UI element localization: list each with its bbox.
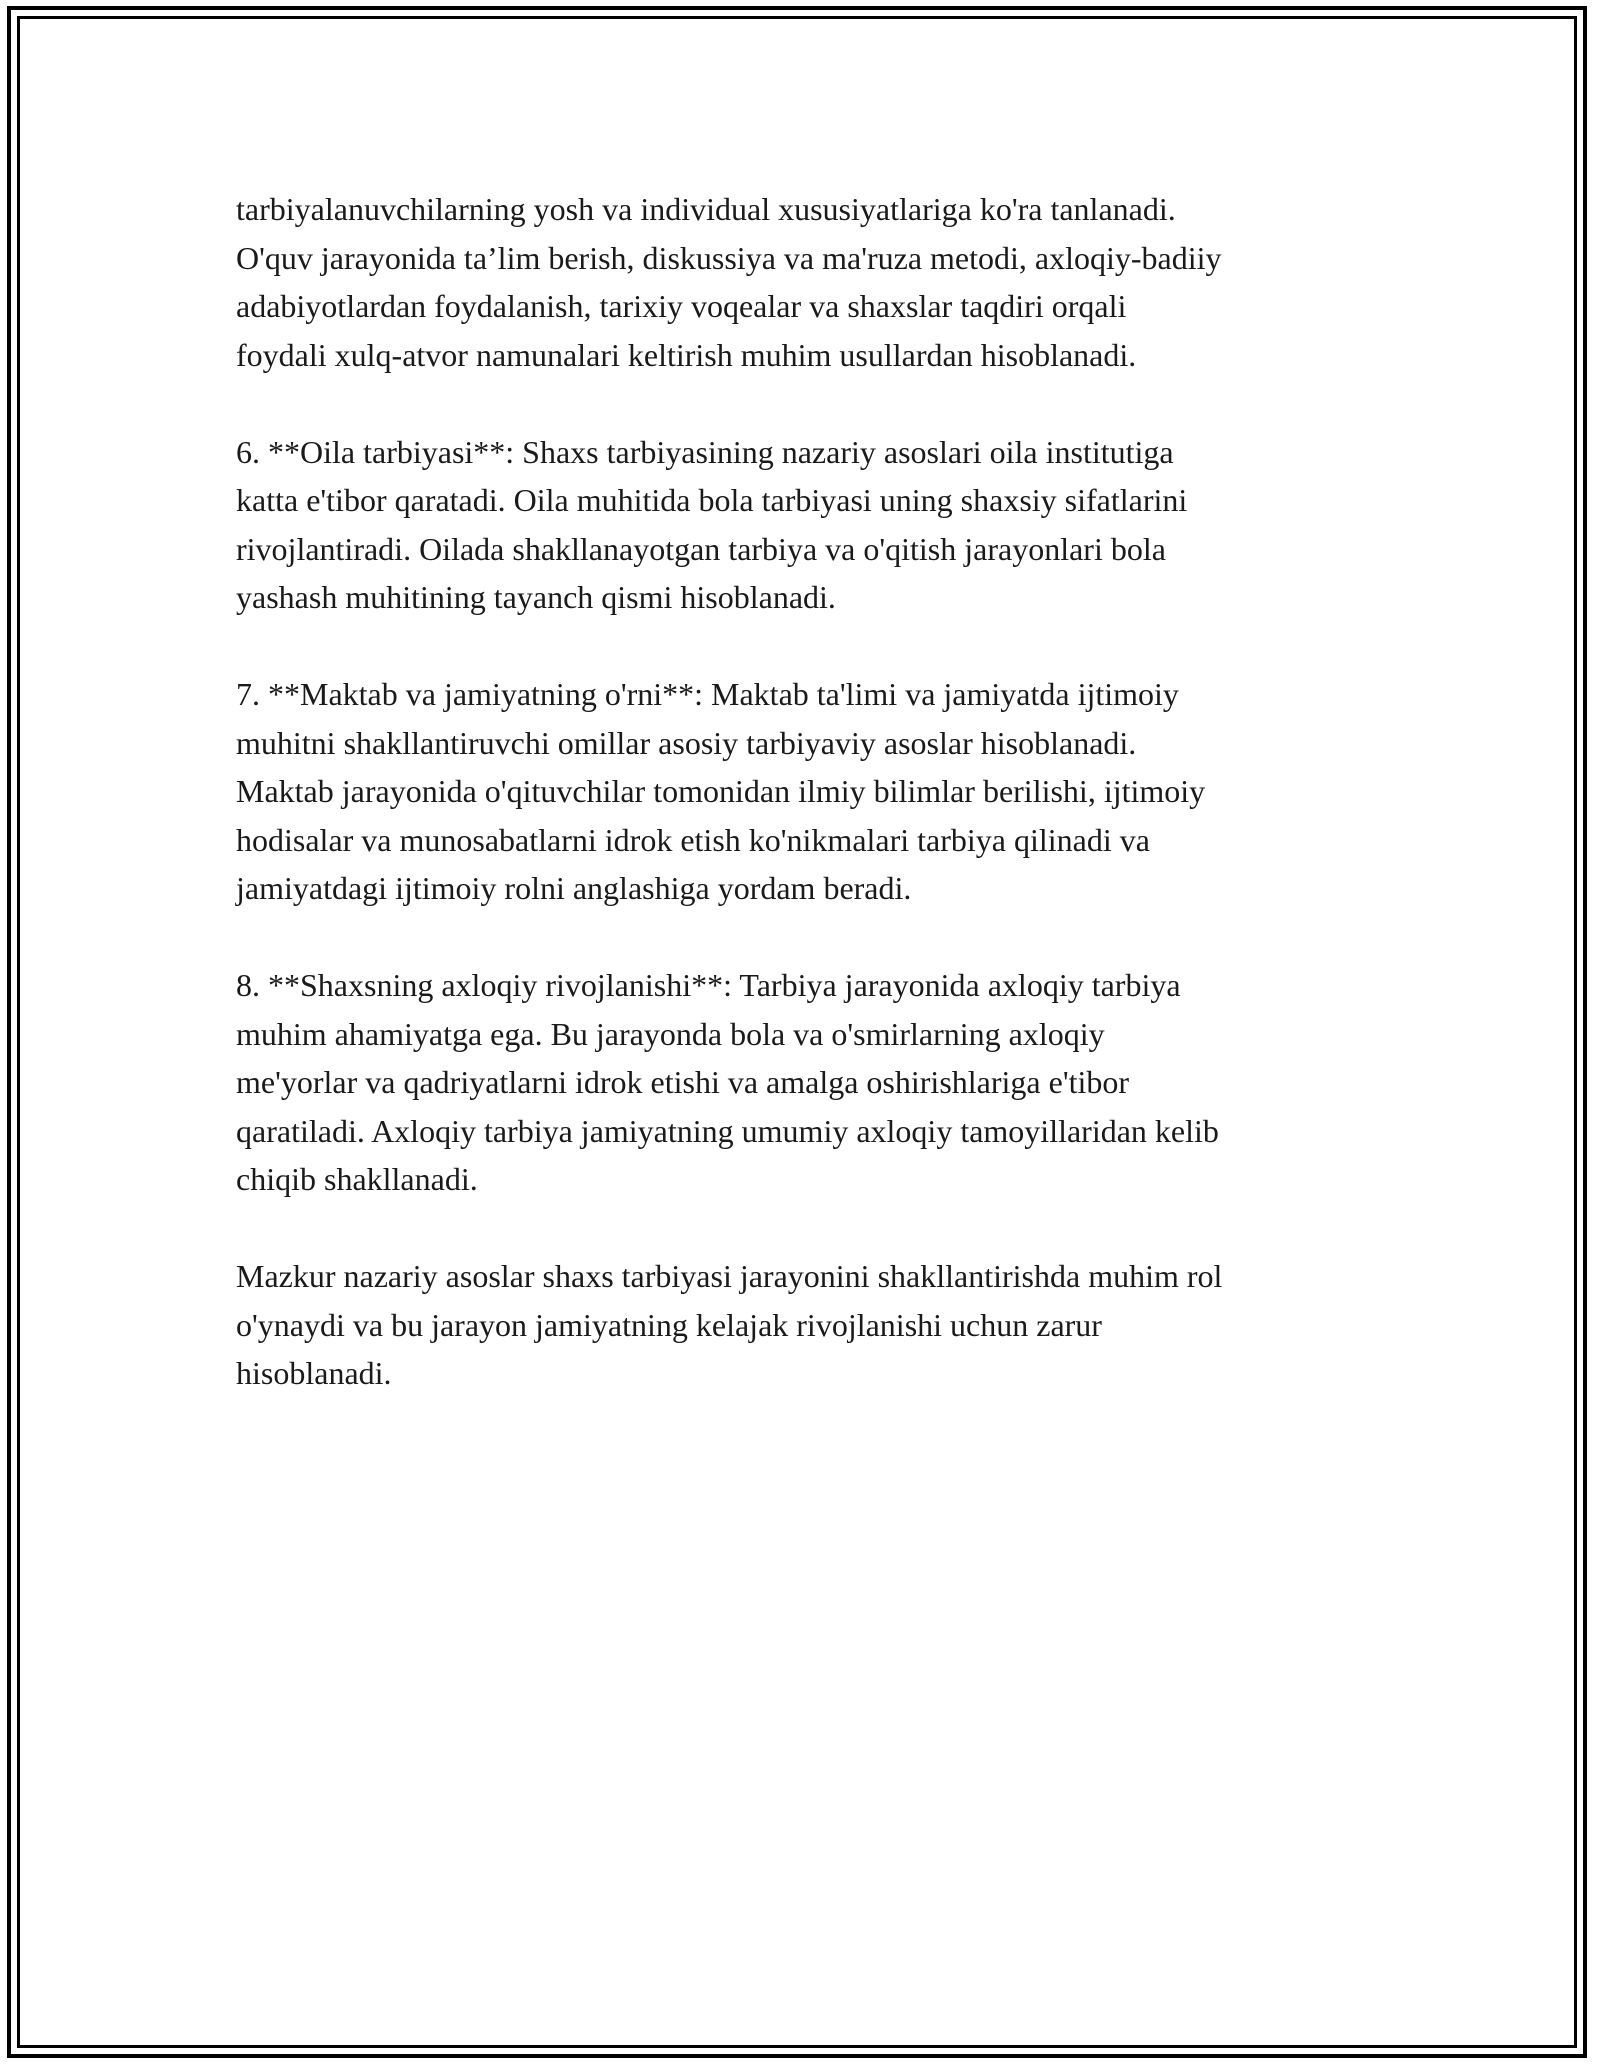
paragraph-conclusion: Mazkur nazariy asoslar shaxs tarbiyasi jarayonini shakllantirishda muhim rol o'ynaydi va bu jarayon jamiyatning kelajak rivojlanishi uchun zarur hisoblanadi.: [236, 1258, 1223, 1391]
paragraph-axloqiy-rivojlanish: 8. **Shaxsning axloqiy rivojlanishi**: Tarbiya jarayonida axloqiy tarbiya muhim ahamiyatga ega. Bu jarayonda bola va o'smirlarning axloqiy me'yorlar va qadriyatlarni idrok etishi va amalga oshirishlariga e'tibor qaratiladi. Axloqiy tarbiya jamiyatning umumiy axloqiy tamoyillaridan kelib chiqib shakllanadi.: [236, 967, 1219, 1197]
paragraph-maktab-jamiyat: 7. **Maktab va jamiyatning o'rni**: Maktab ta'limi va jamiyatda ijtimoiy muhitni shakllantiruvchi omillar asosiy tarbiyaviy asoslar hisoblanadi. Maktab jarayonida o'qituvchilar tomonidan ilmiy bilimlar berilishi, ijtimoiy hodisalar va munosabatlarni idrok etish ko'nikmalari tarbiya qilinadi va jamiyatdagi ijtimoiy rolni anglashiga yordam beradi.: [236, 676, 1206, 906]
document-body: [236, 185, 1396, 1446]
paragraph-oila-tarbiyasi: 6. **Oila tarbiyasi**: Shaxs tarbiyasining nazariy asoslari oila institutiga katta e'tibor qaratadi. Oila muhitida bola tarbiyasi uning shaxsiy sifatlarini rivojlantiradi. Oilada shakllanayotgan tarbiya va o'qitish jarayonlari bola yashash muhitining tayanch qismi hisoblanadi.: [236, 433, 1188, 615]
paragraph-continuation: tarbiyalanuvchilarning yosh va individual xususiyatlariga ko'ra tanlanadi. O'quv jarayonida ta’lim berish, diskussiya va ma'ruza metodi, axloqiy-badiiy adabiyotlardan foydalanish, tarixiy voqealar va shaxslar taqdiri orqali foydali xulq-atvor namunalari keltirish muhim usullardan hisoblanadi.: [236, 191, 1222, 373]
